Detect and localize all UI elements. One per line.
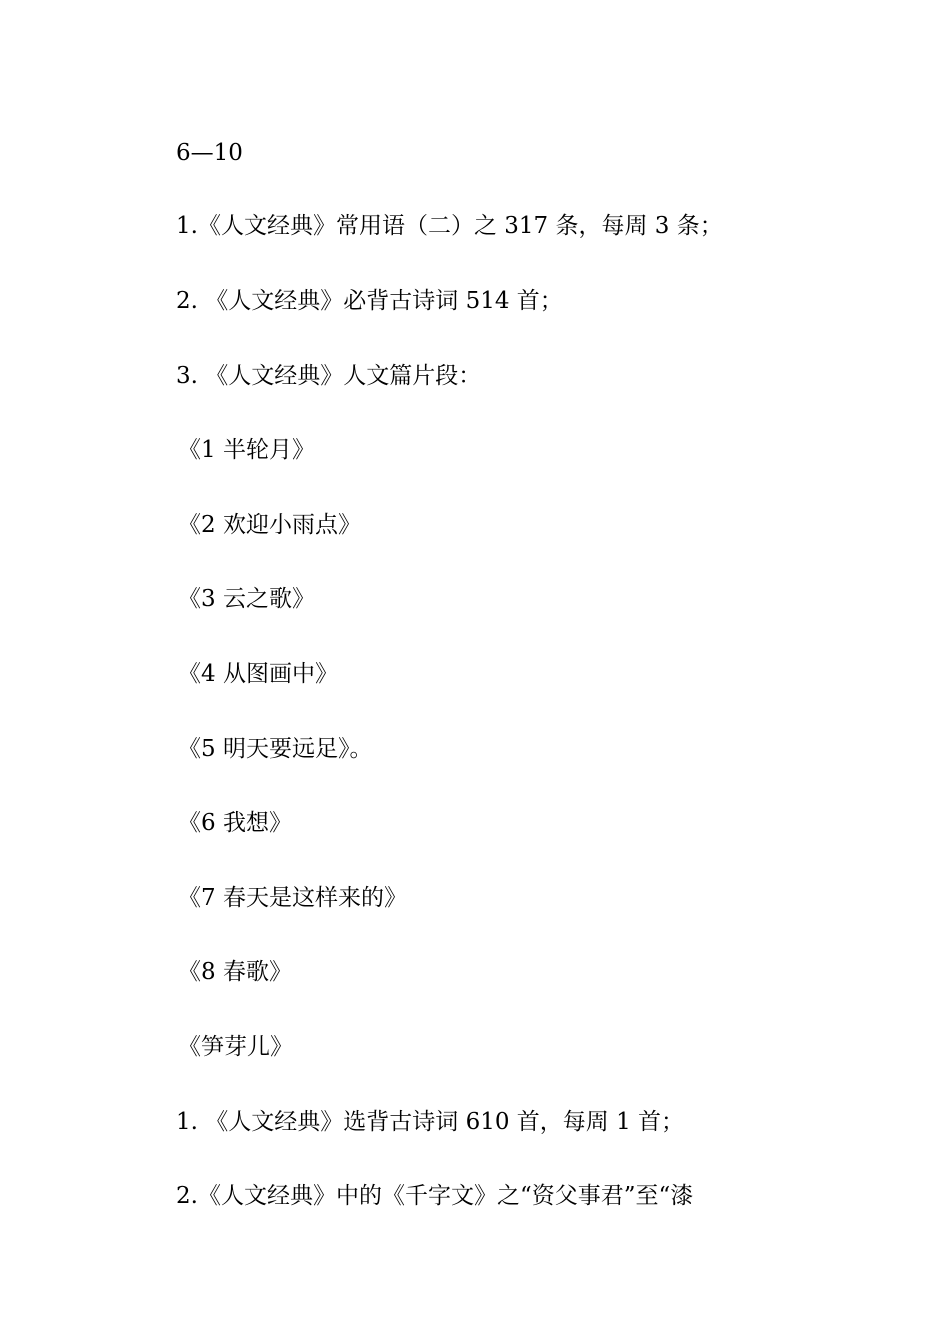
text-line-10: 《7 春天是这样来的》: [178, 885, 407, 911]
text-line-2: 2. 《人文经典》必背古诗词 514 首；: [176, 288, 563, 314]
text-line-4: 《1 半轮月》: [178, 437, 315, 463]
text-line-9: 《6 我想》: [178, 810, 292, 836]
text-line-8: 《5 明天要远足》。: [178, 736, 373, 762]
text-line-12: 《笋芽儿》: [178, 1034, 293, 1060]
text-line-11: 《8 春歌》: [178, 959, 292, 985]
text-line-13: 1. 《人文经典》选背古诗词 610 首，每周 1 首；: [176, 1109, 685, 1135]
text-line-3: 3. 《人文经典》人文篇片段：: [176, 363, 482, 389]
text-line-14: 2.《人文经典》中的《千字文》之“资父事君”至“漆: [176, 1183, 694, 1209]
text-line-5: 《2 欢迎小雨点》: [178, 512, 361, 538]
text-line-1: 1.《人文经典》常用语（二）之 317 条，每周 3 条；: [176, 213, 723, 239]
section-heading: 6—10: [176, 140, 243, 166]
text-line-7: 《4 从图画中》: [178, 661, 338, 687]
text-line-6: 《3 云之歌》: [178, 586, 315, 612]
